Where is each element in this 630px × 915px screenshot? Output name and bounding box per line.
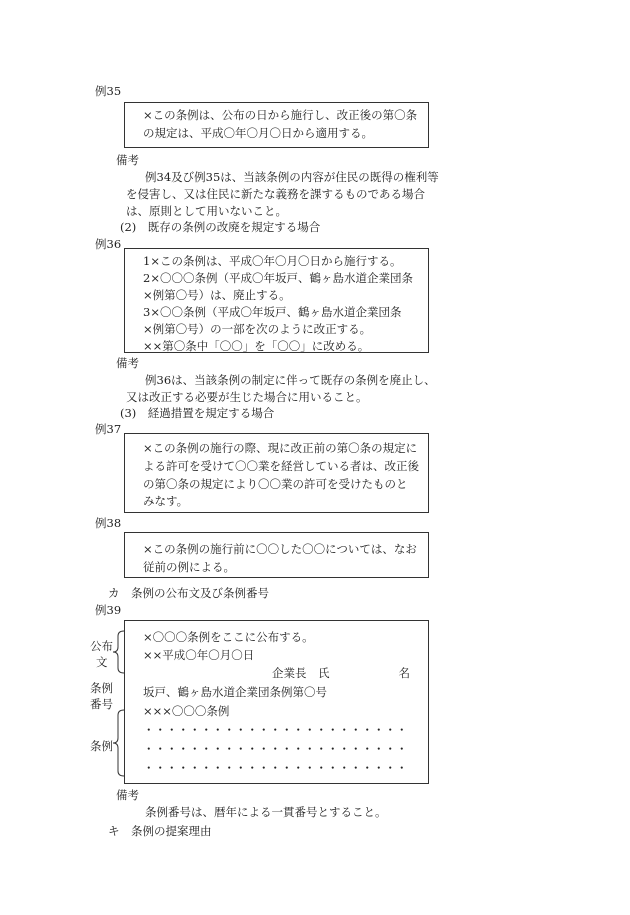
side-label-bangou-2: 番号 xyxy=(90,697,113,711)
example-39-signature: 企業長 氏 名 xyxy=(272,666,410,680)
example-36-line-5: ×例第〇号）の一部を次のように改正する。 xyxy=(143,322,372,336)
example-39-label: 例39 xyxy=(95,603,122,617)
example-37-label: 例37 xyxy=(95,422,122,436)
side-label-koufu-2: 文 xyxy=(96,655,108,669)
example-37-line-4: みなす。 xyxy=(143,494,189,508)
example-39-ordinance-title: ×××〇〇〇条例 xyxy=(143,704,230,718)
note-1-line-2: を侵害し、又は住民に新たな義務を課するものである場合 xyxy=(126,187,425,201)
example-37-line-3: の第〇条の規定により〇〇業の許可を受けたものと xyxy=(143,477,408,491)
note-2-line-1: 例36は、当該条例の制定に伴って既存の条例を廃止し、 xyxy=(145,373,436,387)
brace-jourei-icon xyxy=(112,709,126,777)
example-39-proclamation: ×〇〇〇条例をここに公布する。 xyxy=(143,630,314,644)
brace-koufu-icon xyxy=(112,630,126,674)
side-label-koufu-1: 公布 xyxy=(90,639,113,653)
example-37-line-2: よる許可を受けて〇〇業を経営している者は、改正後 xyxy=(143,459,419,473)
section-ki-heading: キ 条例の提案理由 xyxy=(108,824,212,838)
example-36-line-3: ×例第〇号）は、廃止する。 xyxy=(143,288,291,302)
side-label-jourei: 条例 xyxy=(90,739,113,753)
note-3-line-1: 条例番号は、暦年による一貫番号とすること。 xyxy=(145,805,387,819)
example-36-line-1: 1×この条例は、平成〇年〇月〇日から施行する。 xyxy=(143,254,402,268)
note-1-line-1: 例34及び例35は、当該条例の内容が住民の既得の権利等 xyxy=(145,170,439,184)
example-39-box xyxy=(124,620,429,784)
note-1-line-3: は、原則として用いないこと。 xyxy=(126,204,287,218)
example-36-line-6: ××第〇条中「〇〇」を「〇〇」に改める。 xyxy=(143,339,370,353)
example-36-line-2: 2×〇〇〇条例（平成〇年坂戸、鶴ヶ島水道企業団条 xyxy=(143,271,413,285)
example-39-ordinance-number: 坂戸、鶴ヶ島水道企業団条例第〇号 xyxy=(143,685,327,699)
note-1-label: 備考 xyxy=(116,153,139,167)
section-ka-heading: カ 条例の公布文及び条例番号 xyxy=(108,586,269,600)
example-38-line-1: ×この条例の施行前に〇〇した〇〇については、なお xyxy=(143,542,417,556)
example-36-line-4: 3×〇〇条例（平成〇年坂戸、鶴ヶ島水道企業団条 xyxy=(143,305,402,319)
example-36-label: 例36 xyxy=(95,237,122,251)
section-3-heading: (3) 経過措置を規定する場合 xyxy=(120,406,275,420)
example-39-dots-2: ・・・・・・・・・・・・・・・・・・・・・・・ xyxy=(143,742,408,756)
note-2-line-2: 又は改正する必要が生じた場合に用いること。 xyxy=(126,390,368,404)
example-35-line-2: の規定は、平成〇年〇月〇日から適用する。 xyxy=(143,126,373,140)
example-35-label: 例35 xyxy=(95,84,122,98)
example-37-line-1: ×この条例の施行の際、現に改正前の第〇条の規定に xyxy=(143,441,418,455)
note-3-label: 備考 xyxy=(116,788,139,802)
side-label-bangou-1: 条例 xyxy=(90,681,113,695)
section-2-heading: (2) 既存の条例の改廃を規定する場合 xyxy=(120,220,321,234)
example-35-line-1: ×この条例は、公布の日から施行し、改正後の第〇条 xyxy=(143,108,418,122)
example-39-dots-1: ・・・・・・・・・・・・・・・・・・・・・・・ xyxy=(143,723,408,737)
note-2-label: 備考 xyxy=(116,356,139,370)
example-38-label: 例38 xyxy=(95,516,122,530)
example-39-dots-3: ・・・・・・・・・・・・・・・・・・・・・・・ xyxy=(143,761,408,775)
example-39-date: ××平成〇年〇月〇日 xyxy=(143,648,255,662)
example-38-line-2: 従前の例による。 xyxy=(143,560,235,574)
